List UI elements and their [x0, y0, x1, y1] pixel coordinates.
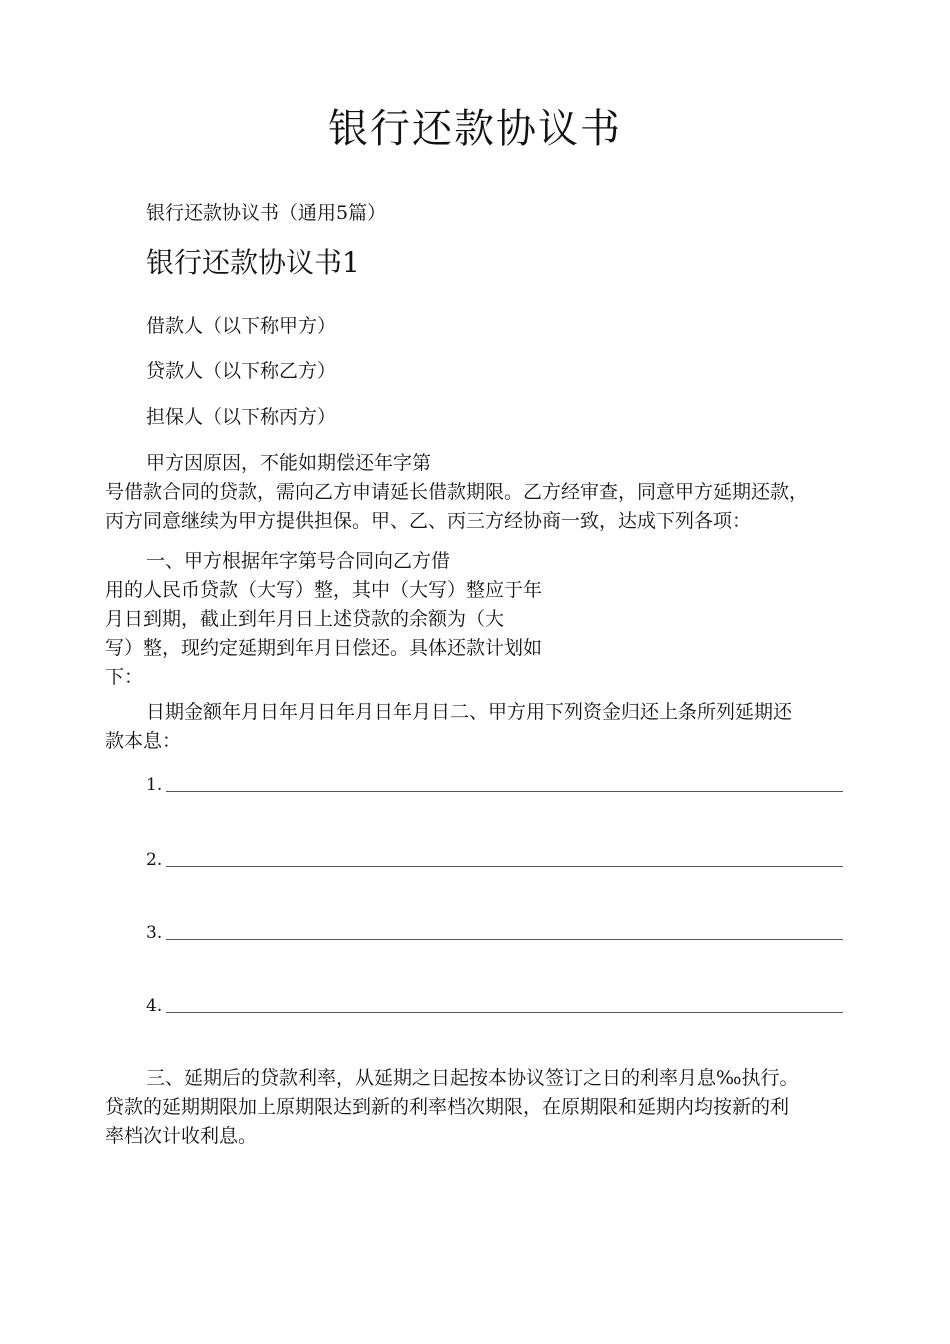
item-number: 4. [146, 996, 163, 1016]
item-number: 2. [146, 850, 163, 870]
clause-1-line: 一、甲方根据年字第号合同向乙方借 [146, 550, 451, 572]
clause-3-line: 贷款的延期期限加上原期限达到新的利率档次期限，在原期限和延期内均按新的利 [105, 1096, 790, 1118]
schedule-line: 款本息： [105, 730, 182, 752]
intro-paragraph [105, 449, 808, 536]
item-number: 1. [146, 775, 163, 795]
fill-in-line [166, 791, 843, 792]
fill-in-item [146, 845, 843, 875]
clause-1-line: 月日到期，截止到年月日上述贷款的余额为（大 [105, 608, 505, 630]
item-number: 3. [146, 923, 163, 943]
intro-line: 丙方同意继续为甲方提供担保。甲、乙、丙三方经协商一致，达成下列各项： [105, 510, 752, 532]
party-lender: 贷款人（以下称乙方） [146, 360, 337, 382]
fill-in-item [146, 770, 843, 800]
section-heading: 银行还款协议书1 [146, 246, 360, 279]
clause-1-line: 写）整，现约定延期到年月日偿还。具体还款计划如 [105, 637, 543, 659]
fill-in-item [146, 918, 843, 948]
schedule-line: 日期金额年月日年月日年月日年月日二、甲方用下列资金归还上条所列延期还 [146, 701, 793, 723]
document-title: 银行还款协议书 [328, 106, 622, 152]
intro-line: 甲方因原因，不能如期偿还年字第 [146, 452, 432, 474]
fill-in-line [166, 866, 843, 867]
party-borrower: 借款人（以下称甲方） [146, 315, 337, 337]
fill-in-line [166, 1012, 843, 1013]
clause-1-line: 下： [105, 666, 144, 688]
intro-line: 号借款合同的贷款，需向乙方申请延长借款期限。乙方经审查，同意甲方延期还款， [105, 481, 809, 503]
clause-1-line: 用的人民币贷款（大写）整，其中（大写）整应于年 [105, 579, 543, 601]
clause-3-line: 率档次计收利息。 [105, 1125, 258, 1147]
clause-1-paragraph [105, 547, 542, 692]
clause-3-paragraph [105, 1064, 799, 1151]
fill-in-item [146, 991, 843, 1021]
clause-3-line: 三、延期后的贷款利率，从延期之日起按本协议签订之日的利率月息‰执行。 [146, 1067, 799, 1089]
fill-in-line [166, 939, 843, 940]
schedule-paragraph [105, 698, 792, 756]
document-subtitle: 银行还款协议书（通用5篇） [146, 202, 387, 224]
party-guarantor: 担保人（以下称丙方） [146, 406, 337, 428]
